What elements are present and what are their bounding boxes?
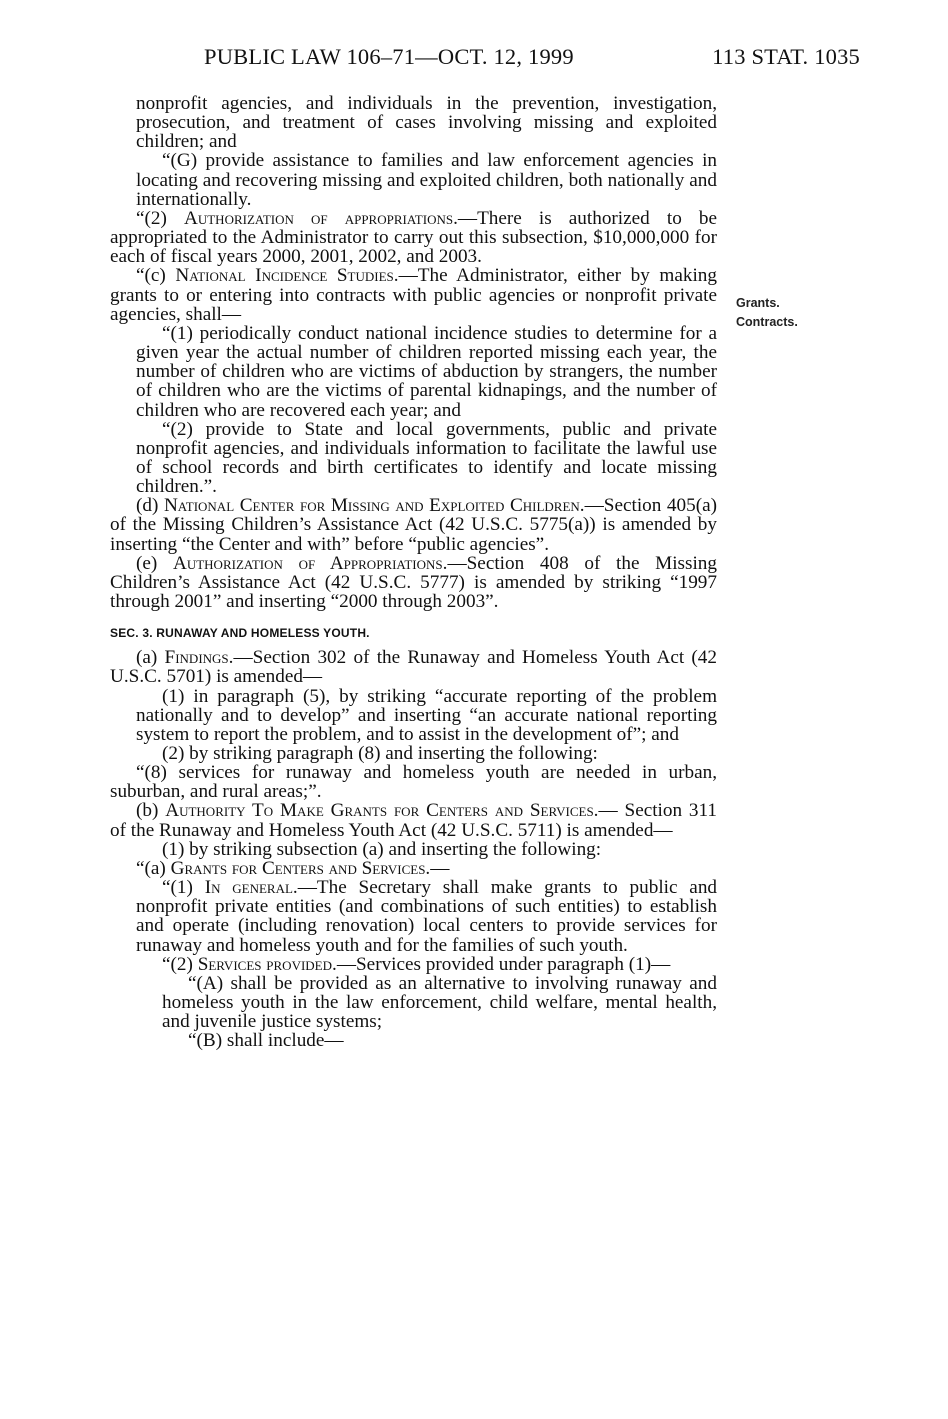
paragraph-text: nonprofit agencies, and individuals in the prevention, investigation, prosecution, and treatment of cases involving missing and exploited children; and bbox=[136, 93, 717, 153]
paragraph-heading: Grants for Centers and Services. bbox=[170, 857, 431, 879]
paragraph bbox=[110, 496, 717, 553]
header-stat-page: 113 STAT. 1035 bbox=[712, 44, 860, 69]
paragraph-prefix: (a) bbox=[136, 647, 165, 669]
paragraph-text: “(B) shall include— bbox=[188, 1030, 344, 1052]
paragraph-heading: Authorization of Appropriations. bbox=[172, 552, 448, 574]
paragraph bbox=[110, 266, 717, 323]
paragraph-prefix: “(2) bbox=[136, 207, 184, 229]
paragraph bbox=[110, 840, 717, 859]
paragraph-text: —Services provided under paragraph (1)— bbox=[336, 953, 671, 975]
paragraph-text: (1) by striking subsection (a) and inserting the following: bbox=[162, 838, 602, 860]
paragraph-text: — bbox=[430, 857, 450, 879]
paragraph-text: “(1) periodically conduct national incidence studies to determine for a given year the actual number of children reported missing each year, the number of children who are victims of abduction by strangers, the number of children who are the victims of parental kidnapings, and the number of children who are recovered each year; and bbox=[136, 322, 717, 421]
paragraph-heading: National Center for Missing and Exploited Children. bbox=[163, 495, 585, 517]
paragraph-prefix: (e) bbox=[136, 552, 173, 574]
paragraph-text: — Section 311 of the Runaway and Homeless Youth Act (42 U.S.C. 5711) is amended— bbox=[110, 800, 718, 841]
page-header bbox=[204, 44, 860, 74]
paragraph-text: “(2) provide to State and local governments, public and private nonprofit agencies, and individuals information to facilitate the lawful use of school records and birth certificates to identify and locate missing children.”. bbox=[136, 418, 717, 498]
paragraph bbox=[110, 554, 717, 611]
paragraph-text: (2) by striking paragraph (8) and inserting the following: bbox=[162, 743, 598, 764]
paragraph bbox=[110, 420, 717, 497]
paragraph-heading: In general. bbox=[204, 877, 298, 899]
paragraph bbox=[110, 648, 717, 686]
paragraph bbox=[110, 878, 717, 955]
paragraph-heading: National Incidence Studies. bbox=[175, 265, 399, 287]
paragraph-text: —The Secretary shall make grants to public and nonprofit private entities (and combinations of such entities) to establish and operate (including renovation) local centers to provide services for runaway and homeless youth and for the families of such youth. bbox=[136, 877, 718, 956]
paragraph bbox=[110, 324, 717, 420]
paragraph-text: —There is authorized to be appropriated to the Administrator to carry out this subsection, $10,000,000 for each of fiscal years 2000, 2001, 2002, and 2003. bbox=[110, 207, 717, 268]
paragraph bbox=[110, 763, 717, 801]
margin-note-contracts: Contracts. bbox=[736, 315, 798, 329]
paragraph-prefix: (d) bbox=[136, 495, 164, 517]
paragraph-text: “(G) provide assistance to families and law enforcement agencies in locating and recovering missing and exploited children, both nationally and internationally. bbox=[136, 150, 717, 210]
paragraph bbox=[110, 955, 717, 974]
paragraph-heading: Services provided. bbox=[197, 953, 337, 975]
paragraph-text: —Section 405(a) of the Missing Children’s Assistance Act (42 U.S.C. 5775(a)) is amended by inserting “the Center and with” before “public agencies”. bbox=[110, 495, 717, 555]
paragraph-text: “(A) shall be provided as an alternative to involving runaway and homeless youth in the law enforcement, child welfare, mental health, and juvenile justice systems; bbox=[162, 972, 717, 1033]
margin-notes bbox=[736, 294, 798, 332]
paragraph-heading: Authorization of appropriations. bbox=[184, 207, 458, 229]
paragraph bbox=[110, 859, 717, 878]
paragraph bbox=[110, 209, 717, 266]
paragraph bbox=[110, 1031, 717, 1050]
paragraph-text: “(8) services for runaway and homeless youth are needed in urban, suburban, and rural areas;”. bbox=[110, 762, 717, 803]
paragraph-text: —The Administrator, either by making grants to or entering into contracts with public agencies or nonprofit private agencies, shall— bbox=[110, 265, 717, 325]
paragraph bbox=[110, 974, 717, 1031]
paragraph-heading: Findings. bbox=[164, 647, 234, 669]
paragraph-prefix: “(2) bbox=[162, 953, 198, 975]
paragraph-prefix: “(a) bbox=[136, 857, 171, 879]
paragraph-prefix: (b) bbox=[136, 800, 166, 822]
section-heading: SEC. 3. RUNAWAY AND HOMELESS YOUTH. bbox=[110, 626, 370, 641]
header-citation: PUBLIC LAW 106–71—OCT. 12, 1999 bbox=[204, 44, 574, 69]
paragraph bbox=[110, 744, 717, 763]
paragraph-prefix: “(1) bbox=[162, 877, 205, 899]
paragraph-heading: Authority To Make Grants for Centers and Services. bbox=[165, 800, 599, 822]
paragraph-text: (1) in paragraph (5), by striking “accurate reporting of the problem nationally and to develop” and inserting “an accurate national reporting system to report the problem, and to assist in the development of”; and bbox=[136, 685, 717, 745]
paragraph bbox=[110, 94, 717, 151]
paragraph bbox=[110, 801, 717, 839]
paragraph bbox=[110, 687, 717, 744]
paragraph bbox=[110, 151, 717, 208]
paragraph-text: —Section 302 of the Runaway and Homeless Youth Act (42 U.S.C. 5701) is amended— bbox=[110, 647, 717, 688]
paragraph-text: —Section 408 of the Missing Children’s Assistance Act (42 U.S.C. 5777) is amended by striking “1997 through 2001” and inserting “2000 through 2003”. bbox=[110, 552, 717, 613]
document-body bbox=[110, 94, 717, 1051]
paragraph-prefix: “(c) bbox=[136, 265, 176, 287]
margin-note-grants: Grants. bbox=[736, 296, 780, 310]
